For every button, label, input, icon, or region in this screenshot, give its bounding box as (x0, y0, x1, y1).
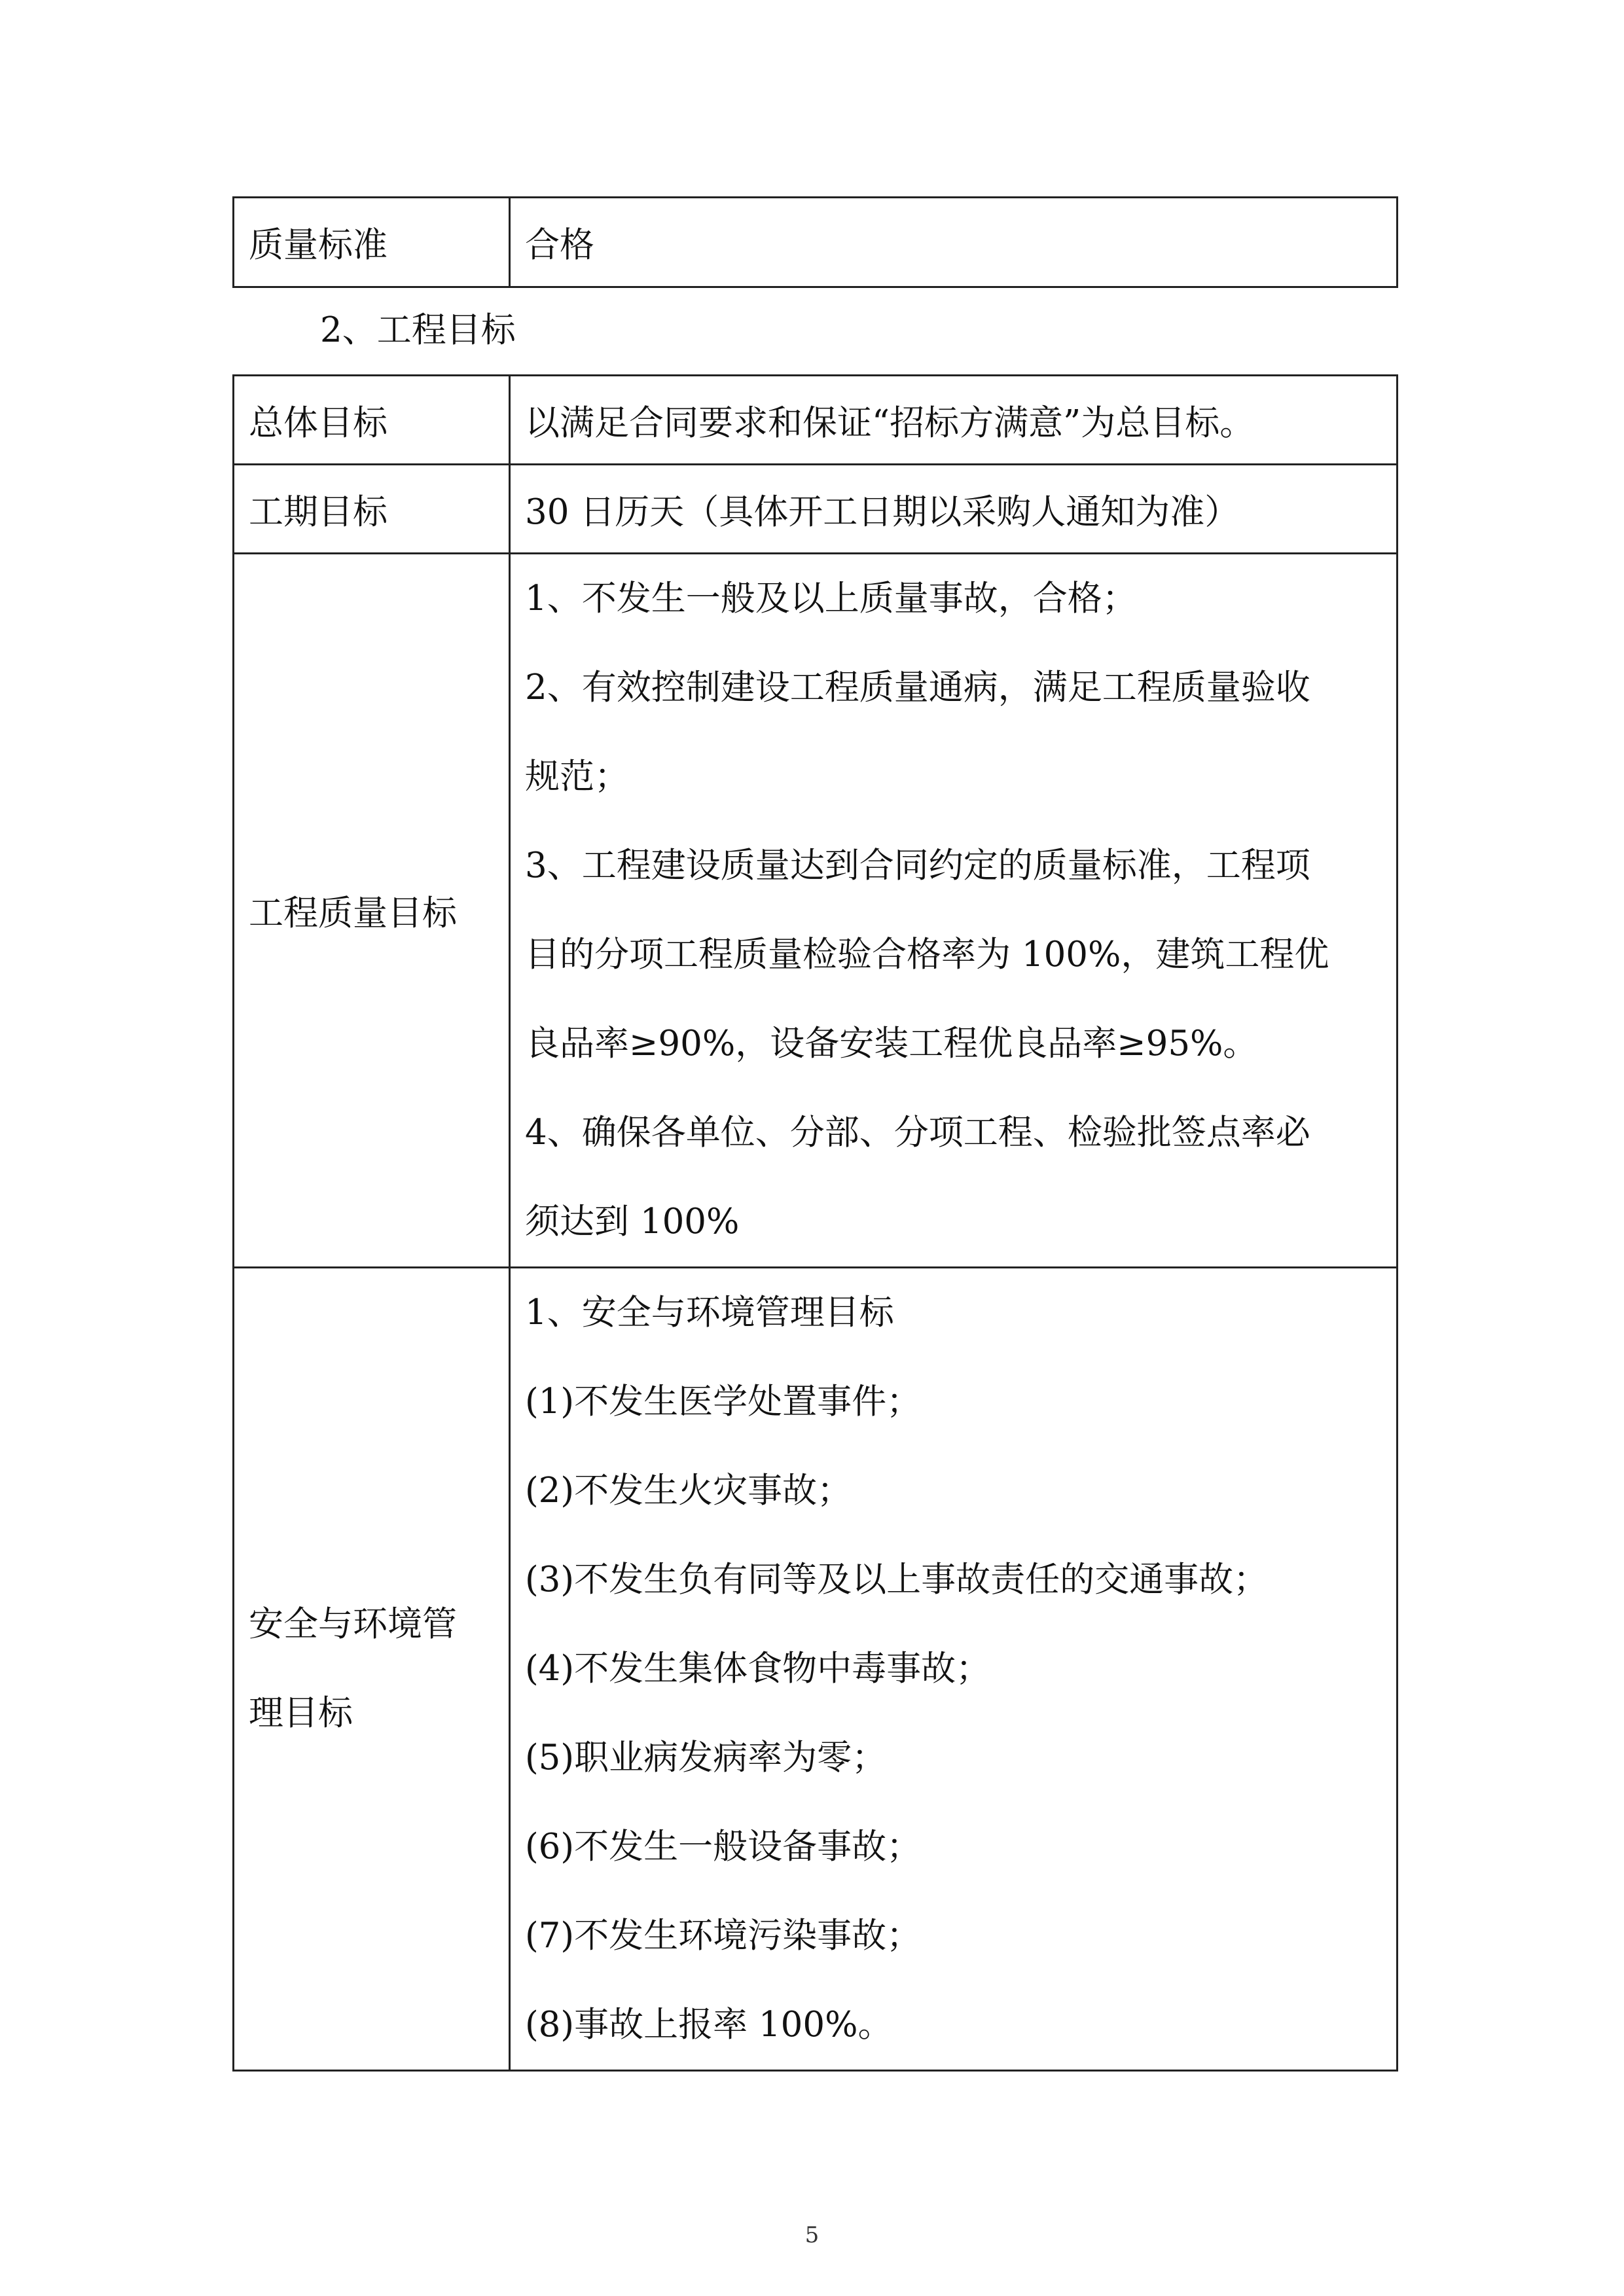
safety-goal-label-line1: 安全与环境管 (249, 1604, 457, 1644)
quality-goal-line: 1、不发生一般及以上质量事故，合格； (525, 579, 1137, 619)
quality-goal-line: 良品率≥90%，设备安装工程优良品率≥95%。 (525, 1024, 1258, 1064)
safety-goal-line: (7)不发生环境污染事故； (525, 1916, 922, 1956)
safety-goal-label-line2: 理目标 (249, 1693, 353, 1733)
quality-goal-line: 3、工程建设质量达到合同约定的质量标准，工程项 (525, 846, 1310, 886)
section-heading: 2、工程目标 (320, 310, 516, 350)
quality-goal-line: 须达到 100% (525, 1202, 740, 1242)
quality-goal-label: 工程质量目标 (234, 554, 510, 1268)
safety-goal-line: (1)不发生医学处置事件； (525, 1382, 922, 1422)
table-row (234, 198, 1398, 287)
safety-goal-line: (5)职业病发病率为零； (525, 1738, 887, 1778)
schedule-goal-label: 工期目标 (234, 465, 510, 554)
quality-goal-line: 目的分项工程质量检验合格率为 100%，建筑工程优 (525, 935, 1329, 975)
quality-goal-line: 规范； (525, 757, 629, 797)
quality-goal-content (510, 554, 1398, 1268)
schedule-goal-value: 30 日历天（具体开工日期以采购人通知为准） (510, 465, 1398, 554)
quality-goal-line: 4、确保各单位、分部、分项工程、检验批签点率必 (525, 1113, 1310, 1153)
quality-standard-value: 合格 (510, 198, 1398, 287)
safety-goal-line: (2)不发生火灾事故； (525, 1471, 852, 1511)
table-row (234, 554, 1398, 1268)
safety-goal-line: 1、安全与环境管理目标 (525, 1293, 894, 1333)
quality-goal-line: 2、有效控制建设工程质量通病，满足工程质量验收 (525, 668, 1310, 708)
quality-standard-table (232, 196, 1398, 288)
safety-goal-line: (8)事故上报率 100%。 (525, 2005, 893, 2045)
overall-goal-label: 总体目标 (234, 376, 510, 465)
quality-standard-label: 质量标准 (234, 198, 510, 287)
safety-goal-content (510, 1268, 1398, 2071)
safety-goal-line: (6)不发生一般设备事故； (525, 1827, 922, 1867)
table-row (234, 376, 1398, 465)
overall-goal-value: 以满足合同要求和保证“招标方满意”为总目标。 (510, 376, 1398, 465)
table-row (234, 1268, 1398, 2071)
table-row (234, 465, 1398, 554)
page-number: 5 (804, 2222, 820, 2248)
project-goals-table (232, 374, 1398, 2072)
safety-goal-label (234, 1268, 510, 2071)
safety-goal-line: (3)不发生负有同等及以上事故责任的交通事故； (525, 1560, 1269, 1600)
safety-goal-line: (4)不发生集体食物中毒事故； (525, 1649, 991, 1689)
